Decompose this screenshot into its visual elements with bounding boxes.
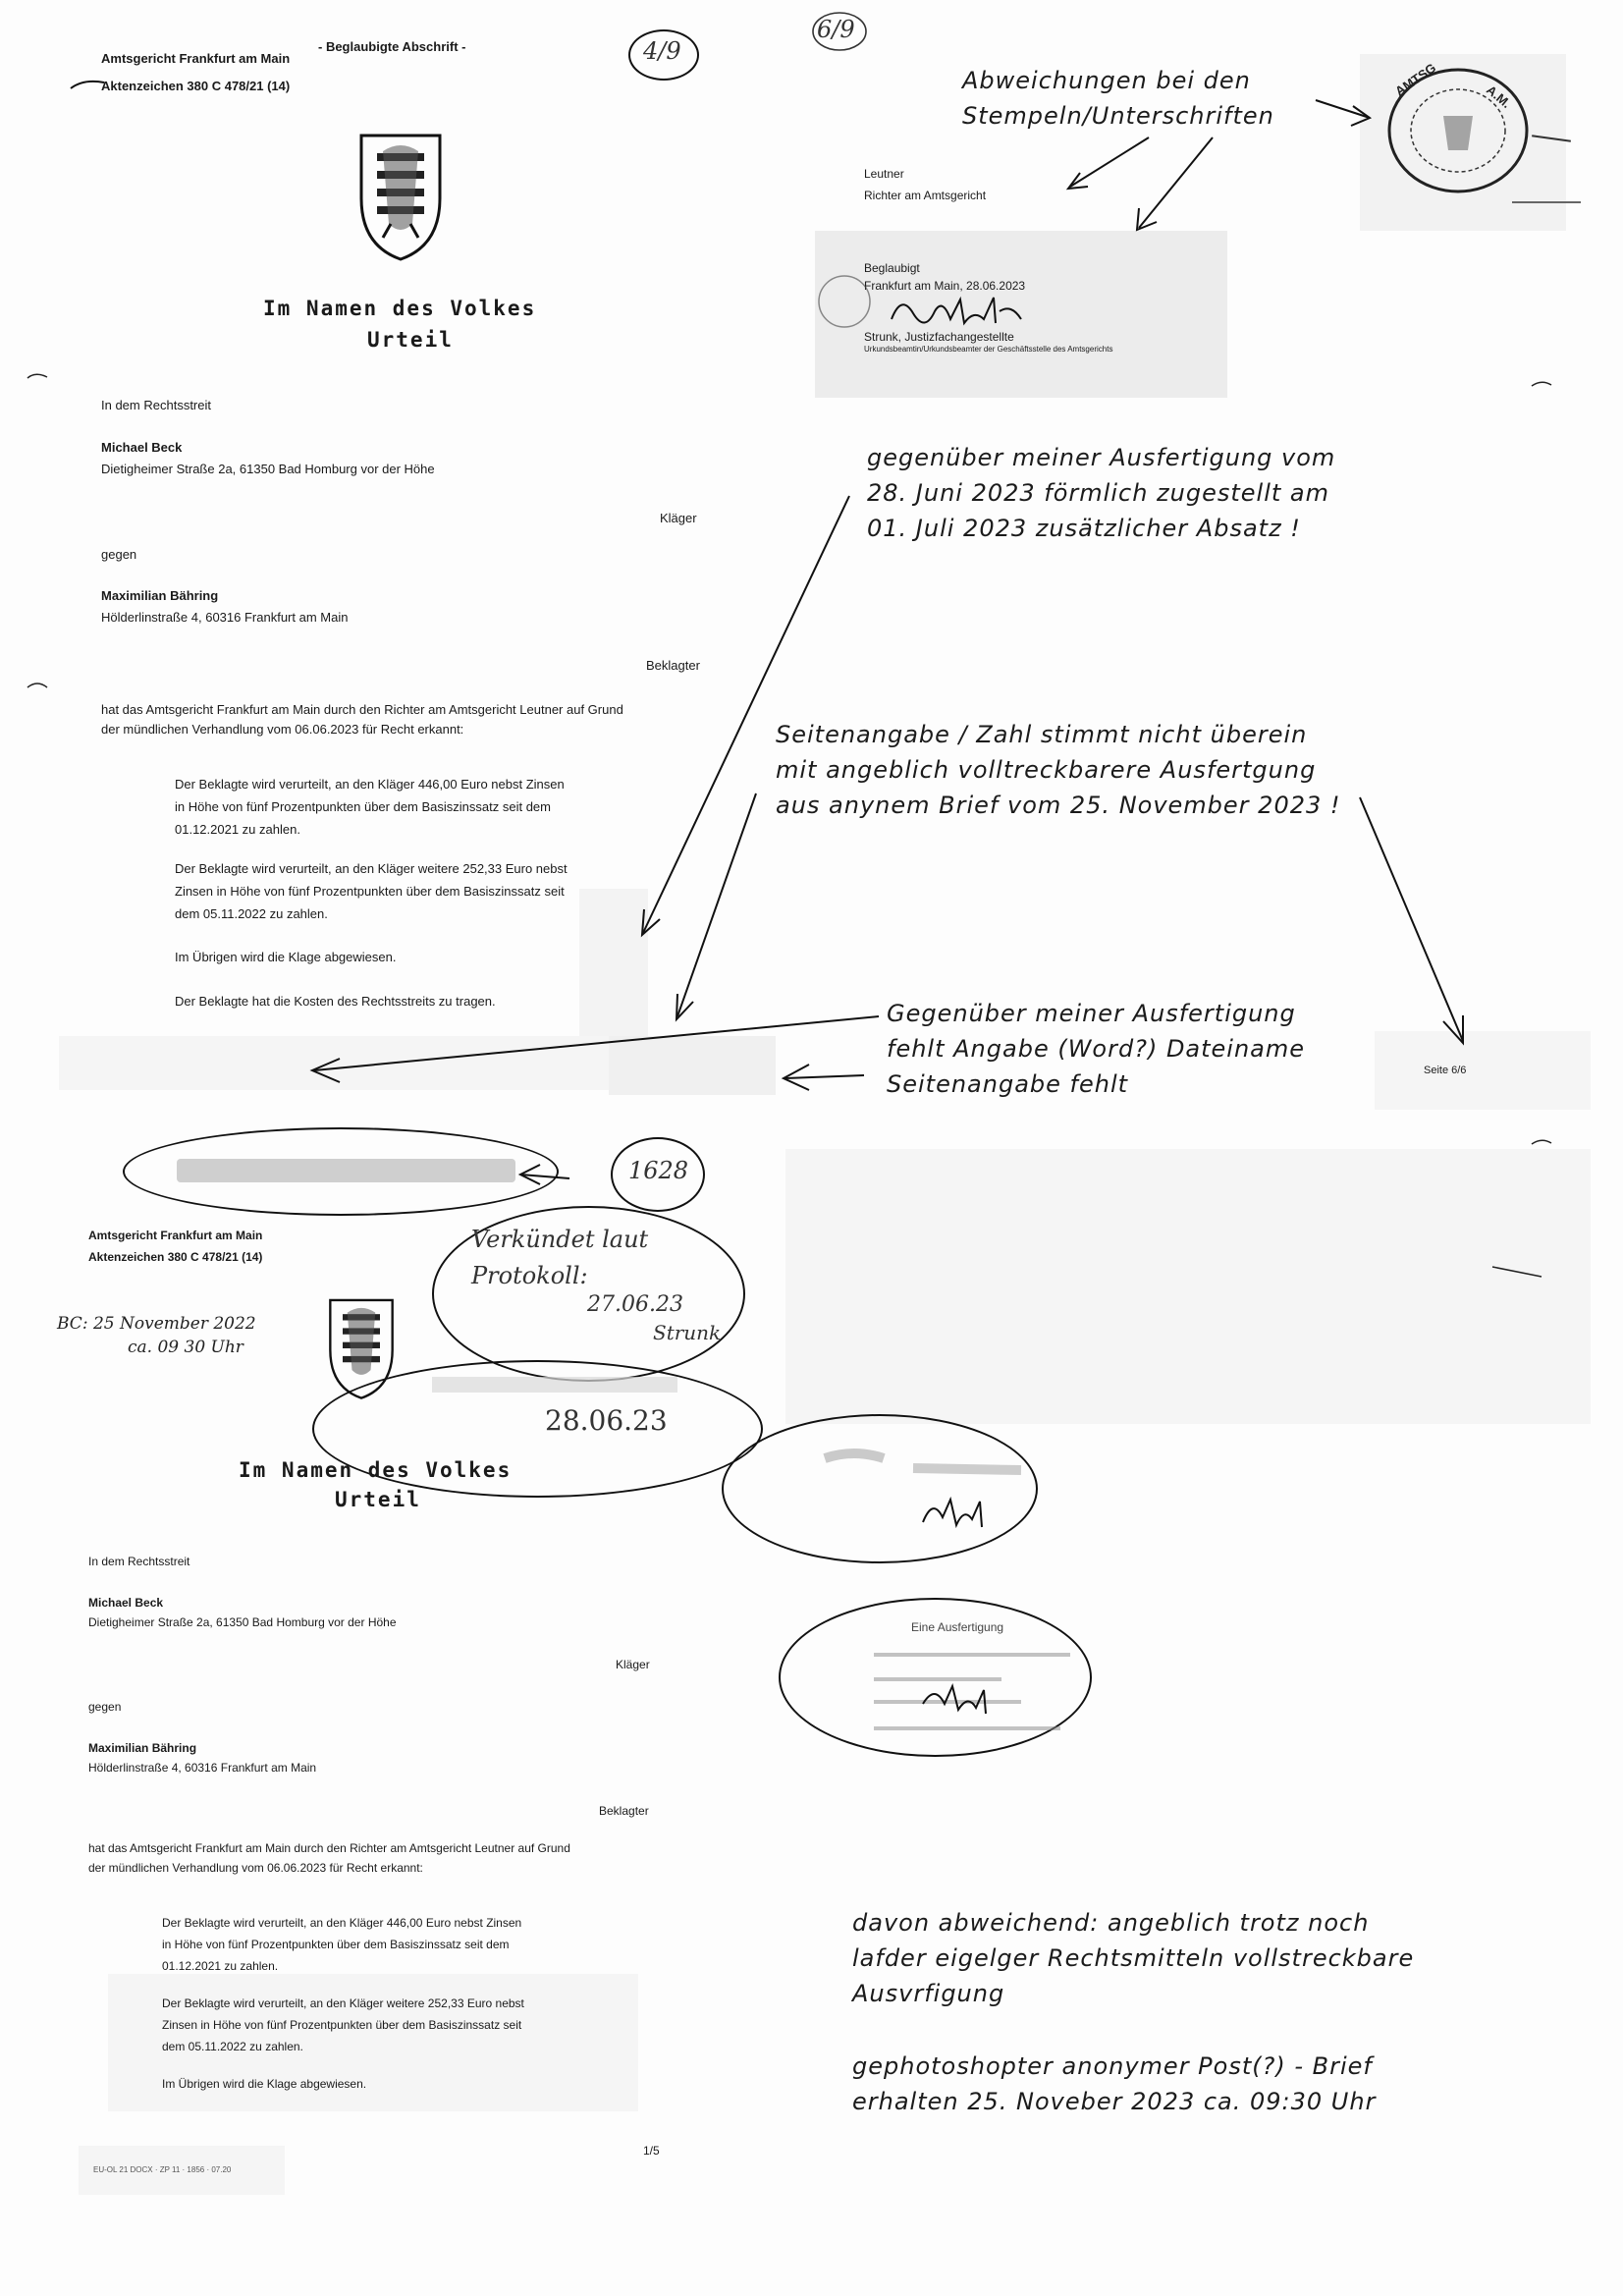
ruling-line: 01.12.2021 zu zahlen. bbox=[162, 1959, 279, 1973]
plaintiff-address: Dietigheimer Straße 2a, 61350 Bad Homburg vor der Höhe bbox=[88, 1615, 397, 1629]
defendant-name: Maximilian Bähring bbox=[88, 1741, 197, 1755]
svg-text:A.M.: A.M. bbox=[1484, 82, 1514, 111]
certified-place-date: Frankfurt am Main, 28.06.2023 bbox=[864, 279, 1026, 293]
coat-of-arms-icon bbox=[324, 1294, 399, 1402]
plaintiff-name: Michael Beck bbox=[101, 440, 183, 455]
annotation-line: lafder eigelger Rechtsmitteln vollstreckbare bbox=[852, 1944, 1415, 1972]
defendant-address: Hölderlinstraße 4, 60316 Frankfurt am Main bbox=[88, 1761, 317, 1775]
court-header: Amtsgericht Frankfurt am Main bbox=[88, 1229, 263, 1242]
annotation-line: Gegenüber meiner Ausfertigung bbox=[887, 1000, 1296, 1027]
clerk-role: Urkundsbeamtin/Urkundsbeamter der Geschäftsstelle des Amtsgerichts bbox=[864, 345, 1113, 354]
decision-text: der mündlichen Verhandlung vom 06.06.2023 für Recht erkannt: bbox=[101, 722, 464, 737]
decision-text: hat das Amtsgericht Frankfurt am Main durch den Richter am Amtsgericht Leutner auf Grund bbox=[101, 702, 623, 717]
footer-code: EU-OL 21 DOCX · ZP 11 · 1856 · 07.20 bbox=[93, 2165, 232, 2174]
ruling-line: Der Beklagte wird verurteilt, an den Kläger weitere 252,33 Euro nebst bbox=[162, 1996, 524, 2010]
decision-text: der mündlichen Verhandlung vom 06.06.2023 für Recht erkannt: bbox=[88, 1861, 423, 1875]
copy-stamp-image bbox=[864, 1635, 1080, 1743]
announced-text: Protokoll: bbox=[471, 1262, 588, 1289]
case-number: Aktenzeichen 380 C 478/21 (14) bbox=[88, 1250, 263, 1264]
case-number: Aktenzeichen 380 C 478/21 (14) bbox=[101, 79, 291, 93]
intro-text: In dem Rechtsstreit bbox=[101, 398, 211, 412]
redacted-band bbox=[177, 1159, 515, 1182]
ruling-line: dem 05.11.2022 zu zahlen. bbox=[162, 2040, 303, 2053]
circle-number: 1628 bbox=[628, 1157, 689, 1184]
ruling-line: 01.12.2021 zu zahlen. bbox=[175, 822, 300, 837]
ruling-line: Im Übrigen wird die Klage abgewiesen. bbox=[162, 2077, 367, 2091]
announced-text: 27.06.23 bbox=[587, 1292, 683, 1317]
annotation-line: 28. Juni 2023 förmlich zugestellt am bbox=[867, 479, 1329, 507]
annotation-line: Seitenangabe / Zahl stimmt nicht überein bbox=[776, 721, 1308, 748]
decision-text: hat das Amtsgericht Frankfurt am Main durch den Richter am Amtsgericht Leutner auf Grund bbox=[88, 1841, 570, 1855]
plaintiff-address: Dietigheimer Straße 2a, 61350 Bad Homburg vor der Höhe bbox=[101, 462, 435, 476]
ruling-line: dem 05.11.2022 zu zahlen. bbox=[175, 906, 328, 921]
annotation-line: Seitenangabe fehlt bbox=[887, 1070, 1129, 1098]
document-subtitle: Urteil bbox=[335, 1488, 421, 1511]
plaintiff-name: Michael Beck bbox=[88, 1596, 164, 1610]
copy-stamp-text: Eine Ausfertigung bbox=[911, 1620, 1004, 1634]
ruling-line: Der Beklagte wird verurteilt, an den Kläger weitere 252,33 Euro nebst bbox=[175, 861, 568, 876]
against-text: gegen bbox=[88, 1700, 122, 1714]
ruling-line: Der Beklagte wird verurteilt, an den Kläger 446,00 Euro nebst Zinsen bbox=[162, 1916, 522, 1930]
defendant-role: Beklagter bbox=[646, 658, 700, 673]
date-stamp: 28.06.23 bbox=[545, 1404, 668, 1437]
annotation-line: gegenüber meiner Ausfertigung vom bbox=[867, 444, 1336, 471]
document-title: Im Namen des Volkes bbox=[263, 297, 537, 320]
ruling-line: Im Übrigen wird die Klage abgewiesen. bbox=[175, 950, 397, 964]
page-mark: 6/9 bbox=[817, 16, 855, 43]
annotation-line: fehlt Angabe (Word?) Dateiname bbox=[887, 1035, 1306, 1063]
defendant-address: Hölderlinstraße 4, 60316 Frankfurt am Main bbox=[101, 610, 349, 625]
certified-label: Beglaubigt bbox=[864, 261, 920, 275]
certified-copy-label: - Beglaubigte Abschrift - bbox=[318, 39, 466, 54]
judge-name: Leutner bbox=[864, 167, 904, 181]
plaintiff-role: Kläger bbox=[616, 1658, 650, 1671]
annotation-line: aus anynem Brief vom 25. November 2023 ! bbox=[776, 792, 1341, 819]
ruling-line: Zinsen in Höhe von fünf Prozentpunkten über dem Basiszinssatz seit bbox=[162, 2018, 522, 2032]
faded-stamp bbox=[432, 1377, 677, 1393]
annotation-line: 01. Juli 2023 zusätzlicher Absatz ! bbox=[867, 515, 1301, 542]
annotation-line: Ausvrfigung bbox=[852, 1980, 1005, 2007]
ruling-line: in Höhe von fünf Prozentpunkten über dem Basiszinssatz seit dem bbox=[162, 1938, 510, 1951]
document-subtitle: Urteil bbox=[367, 328, 454, 352]
against-text: gegen bbox=[101, 547, 137, 562]
page-mark: 4/9 bbox=[643, 37, 681, 65]
document-title: Im Namen des Volkes bbox=[239, 1458, 513, 1482]
annotation-line: erhalten 25. Noveber 2023 ca. 09:30 Uhr bbox=[852, 2088, 1377, 2115]
plaintiff-role: Kläger bbox=[660, 511, 697, 525]
announced-text: Strunk bbox=[653, 1321, 722, 1344]
defendant-name: Maximilian Bähring bbox=[101, 588, 219, 603]
svg-text:AMTSG: AMTSG bbox=[1392, 60, 1439, 99]
page-number: Seite 6/6 bbox=[1424, 1065, 1467, 1076]
handwritten-note: BC: 25 November 2022 bbox=[57, 1314, 256, 1334]
intro-text: In dem Rechtsstreit bbox=[88, 1555, 190, 1568]
annotation-line: mit angeblich volltreckbarere Ausfertgung bbox=[776, 756, 1317, 784]
defendant-role: Beklagter bbox=[599, 1804, 649, 1818]
clerk-name: Strunk, Justizfachangestellte bbox=[864, 330, 1014, 344]
annotation-line: Stempeln/Unterschriften bbox=[962, 102, 1274, 130]
ruling-line: Der Beklagte wird verurteilt, an den Kläger 446,00 Euro nebst Zinsen bbox=[175, 777, 565, 792]
court-header: Amtsgericht Frankfurt am Main bbox=[101, 51, 291, 66]
ruling-line: Zinsen in Höhe von fünf Prozentpunkten über dem Basiszinssatz seit bbox=[175, 884, 565, 899]
stamp-signature-image bbox=[815, 1429, 1031, 1547]
ruling-line: Der Beklagte hat die Kosten des Rechtsstreits zu tragen. bbox=[175, 994, 496, 1009]
handwritten-note: ca. 09 30 Uhr bbox=[128, 1338, 243, 1357]
annotation-line: Abweichungen bei den bbox=[962, 67, 1251, 94]
announced-text: Verkündet laut bbox=[471, 1226, 649, 1253]
ruling-line: in Höhe von fünf Prozentpunkten über dem Basiszinssatz seit dem bbox=[175, 799, 551, 814]
annotation-line: davon abweichend: angeblich trotz noch bbox=[852, 1909, 1370, 1937]
judge-title: Richter am Amtsgericht bbox=[864, 189, 987, 202]
annotation-line: gephotoshopter anonymer Post(?) - Brief bbox=[852, 2052, 1373, 2080]
page-number: 1/5 bbox=[643, 2144, 660, 2158]
